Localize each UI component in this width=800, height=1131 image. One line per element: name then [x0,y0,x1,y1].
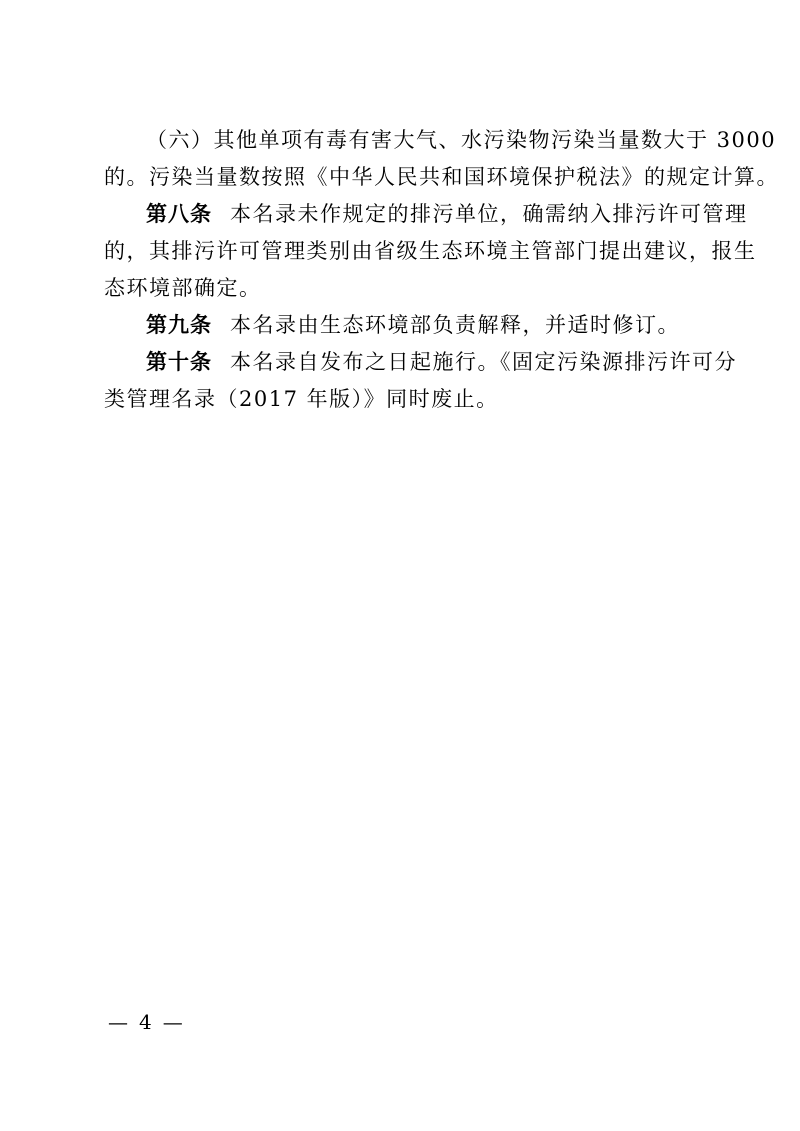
text-line: 类管理名录（2017 年版）》同时废止。 [104,387,499,411]
document-body [104,122,779,418]
text-line: 的。污染当量数按照《中华人民共和国环境保护税法》的规定计算。 [104,165,779,189]
text-line: （六）其他单项有毒有害大气、水污染物污染当量数大于 3000 [146,128,777,152]
dash-left: — [108,1010,129,1034]
article-8 [104,196,757,307]
paragraph-item-6 [104,122,779,196]
article-9 [104,307,700,344]
text-line [104,344,737,381]
text-line: 态环境部确定。 [104,276,262,300]
page-number-footer [108,1009,184,1035]
article-heading: 第九条 [146,313,212,337]
article-text: 本名录未作规定的排污单位，确需纳入排污许可管理 [230,202,748,226]
text-line: 的，其排污许可管理类别由省级生态环境主管部门提出建议，报生 [104,239,757,263]
dash-right: — [162,1010,184,1034]
article-text: 本名录自发布之日起施行。《固定污染源排污许可分 [230,350,737,374]
article-heading: 第八条 [146,202,212,226]
article-10 [104,344,737,418]
text-line [104,196,748,233]
page-number: 4 [139,1010,153,1034]
article-text: 本名录由生态环境部负责解释，并适时修订。 [230,313,680,337]
text-line [104,307,700,344]
article-heading: 第十条 [146,350,212,374]
